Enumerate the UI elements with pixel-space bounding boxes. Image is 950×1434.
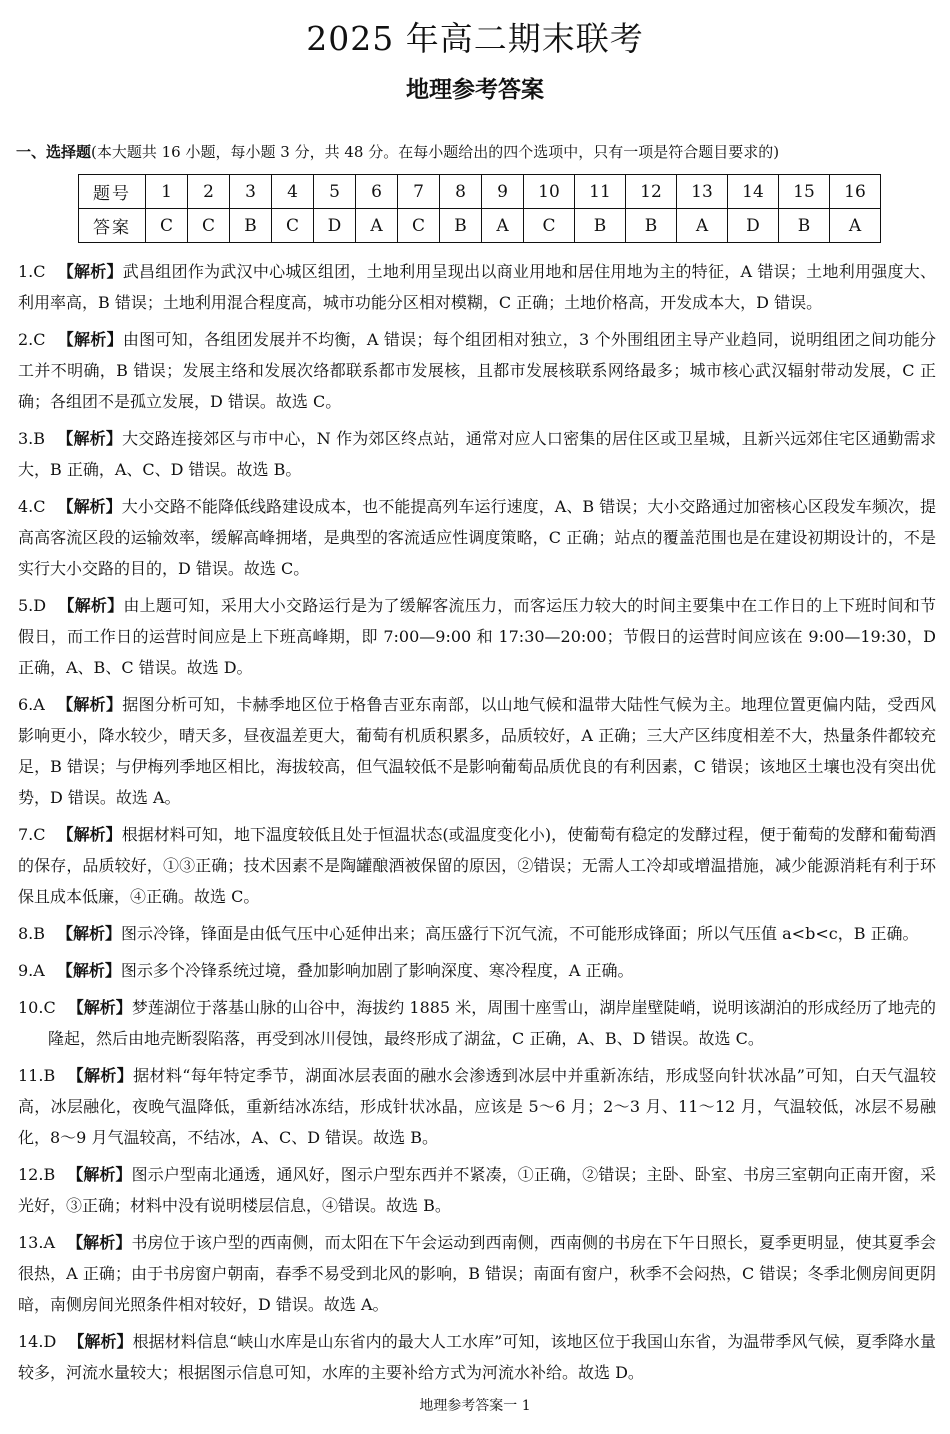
item-tag: 【解析】 bbox=[56, 961, 121, 980]
item-text: 书房位于该户型的西南侧，而太阳在下午会运动到西南侧，西南侧的书房在下午日照长，夏季更明显，使其夏季会很热，A 正确；由于书房窗户朝南，春季不易受到北风的影响，B 错误；南面有窗户，秋季不会闷热，C 错误；冬季北侧房间更阴暗，南侧房间光照条件相对较好，D 错误。故选 A。 bbox=[18, 1233, 936, 1314]
item-text: 梦莲湖位于落基山脉的山谷中，海拔约 1885 米，周围十座雪山，湖岸崖壁陡峭，说明该湖泊的形成经历了地壳的隆起，然后由地壳断裂陷落，再受到冰川侵蚀，最终形成了湖盆，C 正确，A、B、D 错误。故选 C。 bbox=[48, 998, 936, 1048]
item-number: 4.C bbox=[18, 497, 46, 516]
answer-cell: A bbox=[677, 209, 728, 243]
item-tag: 【解析】 bbox=[67, 1233, 132, 1252]
question-number-label: 题号 bbox=[79, 175, 146, 209]
explanation-item bbox=[18, 1060, 936, 1153]
question-number: 15 bbox=[779, 175, 830, 209]
section-title: 一、选择题 bbox=[16, 143, 92, 161]
question-number: 14 bbox=[728, 175, 779, 209]
exam-title: 2025 年高二期末联考 bbox=[306, 19, 644, 58]
item-text: 由上题可知，采用大小交路运行是为了缓解客流压力，而客运压力较大的时间主要集中在工作日的上下班时间和节假日，而工作日的运营时间应是上下班高峰期，即 7:00—9:00 和 17:30—20:00；节假日的运营时间应该在 9:00—19:30，D 正确，A、B、C 错误。故选 D。 bbox=[18, 596, 936, 677]
item-tag: 【解析】 bbox=[67, 1165, 132, 1184]
answer-cell: D bbox=[314, 209, 356, 243]
answer-cell: C bbox=[146, 209, 188, 243]
section-note: (本大题共 16 小题，每小题 3 分，共 48 分。在每小题给出的四个选项中，只有一项是符合题目要求的) bbox=[91, 143, 780, 161]
explanation-item bbox=[18, 992, 936, 1054]
answer-table-answer-row bbox=[79, 209, 881, 243]
question-number: 2 bbox=[188, 175, 230, 209]
answer-cell: D bbox=[728, 209, 779, 243]
answer-cell: A bbox=[356, 209, 398, 243]
question-number: 13 bbox=[677, 175, 728, 209]
item-number: 2.C bbox=[18, 330, 46, 349]
answer-cell: C bbox=[524, 209, 575, 243]
answer-cell: A bbox=[482, 209, 524, 243]
question-number: 16 bbox=[830, 175, 881, 209]
item-tag: 【解析】 bbox=[57, 825, 122, 844]
question-number: 12 bbox=[626, 175, 677, 209]
question-number: 11 bbox=[575, 175, 626, 209]
question-number: 3 bbox=[230, 175, 272, 209]
explanation-item bbox=[18, 819, 936, 912]
question-number: 5 bbox=[314, 175, 356, 209]
answer-cell: C bbox=[272, 209, 314, 243]
explanation-item bbox=[18, 423, 936, 485]
explanation-item bbox=[18, 590, 936, 683]
item-number: 9.A bbox=[18, 961, 45, 980]
answer-cell: C bbox=[398, 209, 440, 243]
item-tag: 【解析】 bbox=[58, 596, 124, 615]
item-text: 根据材料可知，地下温度较低且处于恒温状态(或温度变化小)，使葡萄有稳定的发酵过程，便于葡萄的发酵和葡萄酒的保存，品质较好，①③正确；技术因素不是陶罐酿酒被保留的原因，②错误；无需人工冷却或增温措施，减少能源消耗有利于环保且成本低廉，④正确。故选 C。 bbox=[18, 825, 936, 906]
item-number: 10.C bbox=[18, 998, 56, 1017]
answer-cell: B bbox=[626, 209, 677, 243]
explanation-item bbox=[18, 491, 936, 584]
explanation-item bbox=[18, 918, 936, 949]
item-text: 据材料“每年特定季节，湖面冰层表面的融水会渗透到冰层中并重新冻结，形成竖向针状冰晶”可知，白天气温较高，冰层融化，夜晚气温降低，重新结冰冻结，形成针状冰晶，应该是 5～6 月；2～3 月、11～12 月，气温较低，冰层不易融化，8～9 月气温较高，不结冰，A、C、D 错误。故选 B。 bbox=[18, 1066, 936, 1147]
item-text: 图示冷锋，锋面是由低气压中心延伸出来；高压盛行下沉气流，不可能形成锋面；所以气压值 a<b<c，B 正确。 bbox=[121, 924, 919, 943]
item-text: 武昌组团作为武汉中心城区组团，土地利用呈现出以商业用地和居住用地为主的特征，A 错误；土地利用强度大、利用率高，B 错误；土地利用混合程度高，城市功能分区相对模糊，C 正确；土地价格高，开发成本大，D 错误。 bbox=[18, 262, 936, 312]
explanation-item bbox=[18, 955, 936, 986]
item-text: 大交路连接郊区与市中心，N 作为郊区终点站，通常对应人口密集的居住区或卫星城，且新兴远郊住宅区通勤需求大，B 正确，A、C、D 错误。故选 B。 bbox=[18, 429, 936, 479]
item-tag: 【解析】 bbox=[67, 998, 132, 1017]
item-number: 7.C bbox=[18, 825, 46, 844]
item-number: 1.C bbox=[18, 262, 46, 281]
item-number: 6.A bbox=[18, 695, 45, 714]
question-number: 10 bbox=[524, 175, 575, 209]
item-tag: 【解析】 bbox=[57, 262, 123, 281]
item-tag: 【解析】 bbox=[57, 497, 122, 516]
item-tag: 【解析】 bbox=[56, 695, 123, 714]
item-number: 14.D bbox=[18, 1332, 57, 1351]
answer-subtitle: 地理参考答案 bbox=[406, 77, 544, 103]
answer-cell: B bbox=[779, 209, 830, 243]
item-text: 图示多个冷锋系统过境，叠加影响加剧了影响深度、寒冷程度，A 正确。 bbox=[120, 961, 634, 980]
item-text: 由图可知，各组团发展并不均衡，A 错误；每个组团相对独立，3 个外围组团主导产业趋同，说明组团之间功能分工并不明确，B 错误；发展主络和发展次络都联系都市发展核，且都市发展核联系网络最多；城市核心武汉辐射带动发展，C 正确；各组团不是孤立发展，D 错误。故选 C。 bbox=[18, 330, 936, 411]
item-tag: 【解析】 bbox=[57, 429, 123, 448]
item-tag: 【解析】 bbox=[67, 1066, 134, 1085]
answer-cell: A bbox=[830, 209, 881, 243]
question-number: 4 bbox=[272, 175, 314, 209]
question-number: 9 bbox=[482, 175, 524, 209]
question-number: 7 bbox=[398, 175, 440, 209]
explanation-item bbox=[18, 1227, 936, 1320]
item-tag: 【解析】 bbox=[68, 1332, 133, 1351]
answer-cell: B bbox=[575, 209, 626, 243]
explanation-item bbox=[18, 1326, 936, 1388]
answer-table-number-row bbox=[79, 175, 881, 209]
item-number: 5.D bbox=[18, 596, 47, 615]
item-number: 12.B bbox=[18, 1165, 56, 1184]
explanation-item bbox=[18, 324, 936, 417]
item-text: 据图分析可知，卡赫季地区位于格鲁吉亚东南部，以山地气候和温带大陆性气候为主。地理位置更偏内陆，受西风影响更小，降水较少，晴天多，昼夜温差更大，葡萄有机质积累多，品质较好，A 正确；三大产区纬度相差不大，热量条件都较充足，B 错误；与伊梅列季地区相比，海拔较高，但气温较低不是影响葡萄品质优良的有利因素，C 错误；该地区土壤也没有突出优势，D 错误。故选 A。 bbox=[18, 695, 936, 807]
answer-cell: B bbox=[440, 209, 482, 243]
question-number: 8 bbox=[440, 175, 482, 209]
answer-table bbox=[78, 174, 881, 243]
item-text: 图示户型南北通透，通风好，图示户型东西并不紧凑，①正确，②错误；主卧、卧室、书房三室朝向正南开窗，采光好，③正确；材料中没有说明楼层信息，④错误。故选 B。 bbox=[18, 1165, 936, 1215]
item-number: 11.B bbox=[18, 1066, 56, 1085]
item-number: 13.A bbox=[18, 1233, 55, 1252]
answer-cell: B bbox=[230, 209, 272, 243]
answer-label: 答案 bbox=[79, 209, 146, 243]
item-tag: 【解析】 bbox=[57, 330, 123, 349]
item-text: 大小交路不能降低线路建设成本，也不能提高列车运行速度，A、B 错误；大小交路通过加密核心区段发车频次，提高高客流区段的运输效率，缓解高峰拥堵，是典型的客流适应性调度策略，C 正确；站点的覆盖范围也是在建设初期设计的，不是实行大小交路的目的，D 错误。故选 C。 bbox=[18, 497, 936, 578]
item-number: 8.B bbox=[18, 924, 46, 943]
explanation-item bbox=[18, 1159, 936, 1221]
explanation-item bbox=[18, 689, 936, 813]
item-number: 3.B bbox=[18, 429, 46, 448]
section-heading bbox=[16, 140, 941, 164]
explanation-item bbox=[18, 256, 936, 318]
question-number: 6 bbox=[356, 175, 398, 209]
page-footer: 地理参考答案一 1 bbox=[419, 1398, 531, 1414]
explanation-list bbox=[18, 256, 936, 1394]
question-number: 1 bbox=[146, 175, 188, 209]
item-text: 根据材料信息“峡山水库是山东省内的最大人工水库”可知，该地区位于我国山东省，为温带季风气候，夏季降水量较多，河流水量较大；根据图示信息可知，水库的主要补给方式为河流水补给。故选 D。 bbox=[18, 1332, 936, 1382]
answer-cell: C bbox=[188, 209, 230, 243]
item-tag: 【解析】 bbox=[57, 924, 122, 943]
